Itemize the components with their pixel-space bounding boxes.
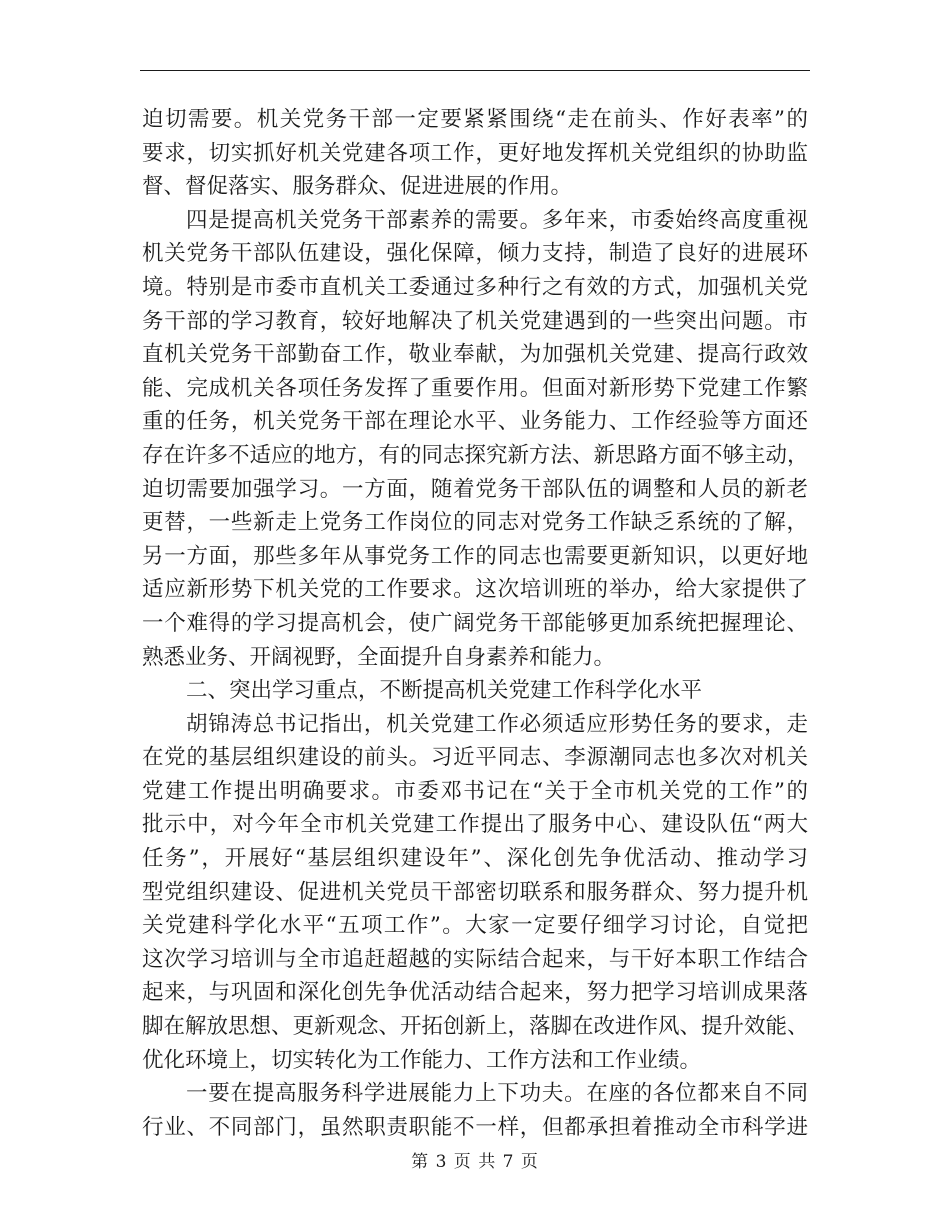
page-number-footer: 第 3 页 共 7 页 [411, 1152, 539, 1172]
text-line: 迫切需要加强学习。一方面，随着党务干部队伍的调整和人员的新老 [142, 476, 808, 502]
text-line: 要求，切实抓好机关党建各项工作，更好地发挥机关党组织的协助监 [142, 140, 808, 166]
text-line: 督、督促落实、服务群众、促进进展的作用。 [142, 174, 573, 200]
text-line: 行业、不同部门，虽然职责职能不一样，但都承担着推动全市科学进 [142, 1114, 808, 1140]
text-line: 批示中，对今年全市机关党建工作提出了服务中心、建设队伍“两大 [142, 812, 808, 838]
text-line: 一个难得的学习提高机会，使广阔党务干部能够更加系统把握理论、 [142, 610, 808, 636]
text-line: 型党组织建设、促进机关党员干部密切联系和服务群众、努力提升机 [142, 879, 808, 905]
text-line: 任务”，开展好“基层组织建设年”、深化创先争优活动、推动学习 [142, 846, 808, 872]
text-line: 能、完成机关各项任务发挥了重要作用。但面对新形势下党建工作繁 [142, 375, 808, 401]
text-line: 这次学习培训与全市追赶超越的实际结合起来，与干好本职工作结合 [142, 946, 808, 972]
text-line: 优化环境上，切实转化为工作能力、工作方法和工作业绩。 [142, 1047, 702, 1073]
text-line: 脚在解放思想、更新观念、开拓创新上，落脚在改进作风、提升效能、 [142, 1014, 809, 1040]
paragraph-first-line: 一要在提高服务科学进展能力上下功夫。在座的各位都来自不同 [186, 1081, 808, 1107]
text-line: 适应新形势下机关党的工作要求。这次培训班的举办，给大家提供了 [142, 577, 808, 603]
text-line: 更替，一些新走上党务工作岗位的同志对党务工作缺乏系统的了解， [142, 510, 808, 536]
text-line: 在党的基层组织建设的前头。习近平同志、李源潮同志也多次对机关 [142, 745, 808, 771]
paragraph-first-line: 胡锦涛总书记指出，机关党建工作必须适应形势任务的要求，走 [186, 711, 808, 737]
text-line: 迫切需要。机关党务干部一定要紧紧围绕“走在前头、作好表率”的 [142, 107, 808, 132]
text-line: 关党建科学化水平“五项工作”。大家一定要仔细学习讨论，自觉把 [142, 913, 808, 939]
section-heading: 二、突出学习重点，不断提高机关党建工作科学化水平 [186, 678, 703, 704]
text-line: 重的任务，机关党务干部在理论水平、业务能力、工作经验等方面还 [142, 409, 808, 435]
paragraph-first-line: 四是提高机关党务干部素养的需要。多年来，市委始终高度重视 [186, 207, 808, 233]
text-line: 务干部的学习教育，较好地解决了机关党建遇到的一些突出问题。市 [142, 308, 808, 334]
body-text [142, 103, 808, 1144]
text-line: 党建工作提出明确要求。市委邓书记在“关于全市机关党的工作”的 [142, 778, 808, 804]
text-line: 熟悉业务、开阔视野，全面提升自身素养和能力。 [142, 644, 616, 670]
header-rule [140, 70, 810, 71]
text-line: 存在许多不适应的地方，有的同志探究新方法、新思路方面不够主动， [142, 442, 809, 468]
text-line: 起来，与巩固和深化创先争优活动结合起来，努力把学习培训成果落 [142, 980, 808, 1006]
text-line: 直机关党务干部勤奋工作，敬业奉献，为加强机关党建、提高行政效 [142, 342, 808, 368]
text-line: 境。特别是市委市直机关工委通过多种行之有效的方式，加强机关党 [142, 274, 808, 300]
text-line: 另一方面，那些多年从事党务工作的同志也需要更新知识，以更好地 [142, 543, 808, 569]
text-line: 机关党务干部队伍建设，强化保障，倾力支持，制造了良好的进展环 [142, 241, 808, 267]
